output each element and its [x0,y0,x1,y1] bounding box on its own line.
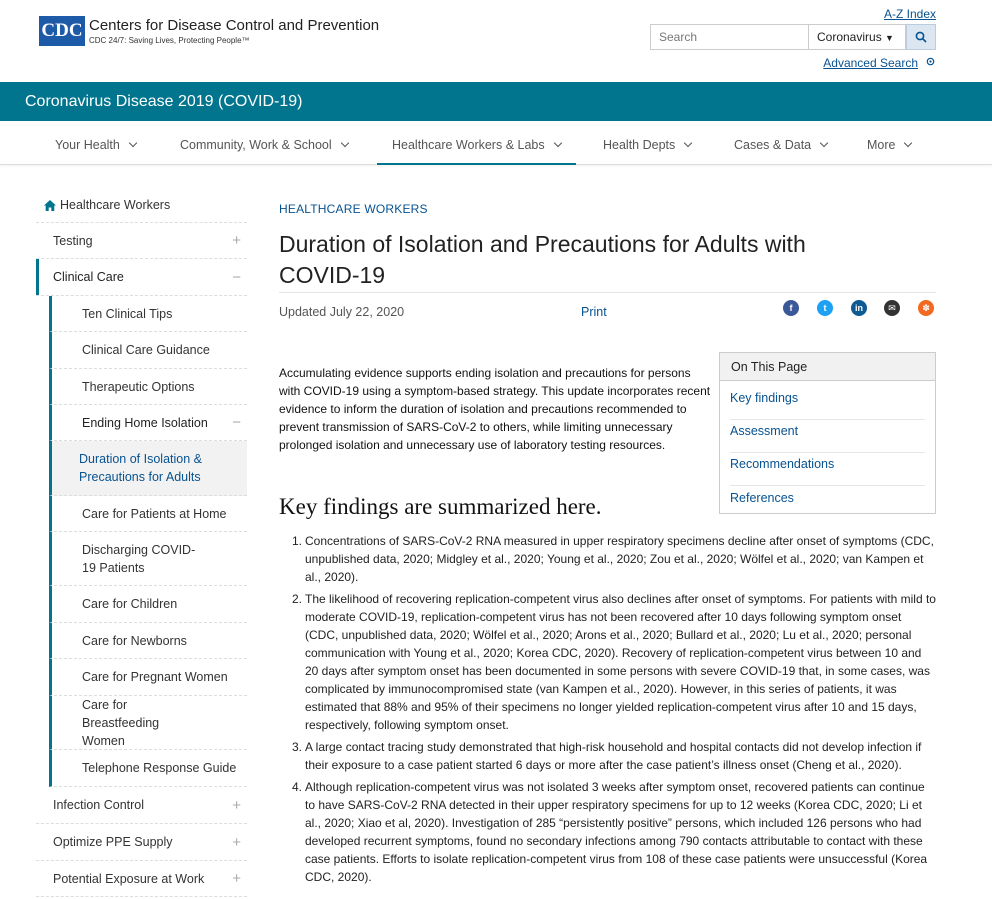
expand-icon[interactable]: + [232,232,241,249]
linkedin-icon[interactable]: in [851,300,867,316]
search-bar [650,24,936,50]
sidebar-item-label: Clinical Care Guidance [82,343,210,357]
otp-link-recommendations[interactable]: Recommendations [730,453,925,486]
nav-label: Community, Work & School [180,138,332,152]
expand-icon[interactable]: + [232,796,241,814]
otp-link-assessment[interactable]: Assessment [730,420,925,453]
site-header [0,0,992,82]
caret-down-icon: ▼ [885,33,894,43]
sidebar-item-label: Optimize PPE Supply [53,835,173,849]
sidebar-item-label: Care for Pregnant Women [82,670,228,684]
sidebar-item-label: Care for Patients at Home [82,506,227,521]
sidebar-item-discharging[interactable] [49,532,247,586]
sidebar-item-label: Care for Children [82,597,178,611]
divider [279,292,936,293]
finding-item [287,778,937,886]
nav-label: Healthcare Workers & Labs [392,138,545,152]
sidebar-item-clinical-care-guidance[interactable] [49,332,247,369]
sidebar-item-duration-of-isolation[interactable] [49,441,247,496]
cdc-logo[interactable]: CDC [39,16,85,46]
sidebar-item-care-patients-home[interactable] [49,496,247,532]
org-name[interactable]: Centers for Disease Control and Prevention [89,17,380,34]
sidebar-item-label: Testing [53,233,93,248]
gear-icon [925,56,936,67]
chevron-down-icon [904,139,912,147]
sidebar-item-label: Potential Exposure at Work [53,871,205,886]
sidebar-item-therapeutic-options[interactable] [49,369,247,405]
otp-link-references[interactable]: References [730,491,794,505]
syndicate-icon[interactable]: ✽ [918,300,934,316]
main-nav [0,121,992,165]
sidebar-item-optimize-ppe[interactable] [36,824,247,861]
on-this-page-heading: On This Page [720,353,935,381]
finding-number: 4. [292,780,303,794]
finding-text: The likelihood of recovering replication-competent virus also declines after onset of symptoms. For patients with mild to moderate COVID-19, replication-competent virus has not been recovered after 10 days following symptom onset (CDC, unpublished data, 2020; Wölfel et al., 2020; Arons et al., 2020; Bullard et al., 2020; Lu et al., 2020; personal communication with Young et al., 2020; Korea CDC, 2020). Recovery of replication-competent virus between 10 and 20 days after symptom onset has been documented in some persons with severe COVID-19 that, in some cases, was complicated by immunocompromised state (van Kampen et al., 2020). However, in this series of patients, it was estimated that 88% and 95% of their specimens no longer yielded replication-competent virus after 10 and 15 days, respectively, following symptom onset. [305,592,936,732]
sidebar-item-ten-clinical-tips[interactable] [49,296,247,332]
sidebar-item-care-children[interactable] [49,586,247,623]
search-input[interactable]: Search [650,24,808,50]
sidebar-item-label: Clinical Care [53,270,124,284]
sidebar-item-label: Duration of Isolation & Precautions for Adults [79,452,202,484]
nav-label: Health Depts [603,138,676,152]
otp-link-key-findings[interactable]: Key findings [730,387,925,420]
sidebar-item-label: Care for Breastfeeding Women [82,697,160,748]
email-icon[interactable]: ✉ [884,300,900,316]
chevron-down-icon [129,139,137,147]
az-index-link[interactable]: A-Z Index [883,7,936,21]
search-scope-label: Coronavirus [817,30,882,44]
finding-item [287,590,937,734]
findings-list [287,532,937,890]
finding-text: A large contact tracing study demonstrated that high-risk household and hospital contacts did not develop infection if their exposure to a case patient started 6 days or more after the case patient’s illness onset (Cheng et al., 2020). [305,740,922,772]
intro-paragraph: Accumulating evidence supports ending isolation and precautions for persons with COVID-19 using a symptom-based strategy. This update incorporates recent evidence to inform the duration of isolation and precautions recommended to prevent transmission of SARS-CoV-2 to others, while limiting unnecessary prolonged isolation and unnecessary use of laboratory testing resources. [279,366,711,452]
finding-number: 2. [292,592,303,606]
chevron-down-icon [684,139,692,147]
nav-label: Your Health [55,138,120,152]
finding-item [287,532,937,586]
nav-label: Cases & Data [734,138,812,152]
print-link[interactable]: Print [581,305,607,319]
section-banner[interactable]: Coronavirus Disease 2019 (COVID-19) [0,82,992,121]
nav-health-depts[interactable] [603,121,691,165]
search-icon [915,31,927,43]
updated-date: Updated July 22, 2020 [279,305,405,319]
finding-number: 1. [292,534,303,548]
key-findings-heading: Key findings are summarized here. [279,494,602,519]
facebook-icon[interactable]: f [783,300,799,316]
org-tagline: CDC 24/7: Saving Lives, Protecting People™ [89,36,250,45]
home-icon [44,200,56,211]
collapse-icon[interactable]: − [232,268,241,286]
chevron-down-icon [820,139,828,147]
sidebar-item-label: Ending Home Isolation [82,415,208,430]
sidebar-item-label: Therapeutic Options [82,379,195,394]
nav-your-health[interactable] [55,121,136,165]
sidebar-home[interactable] [44,198,170,212]
sidebar-item-label: Telephone Response Guide [82,761,237,775]
sidebar-item-care-breastfeeding[interactable] [49,696,247,750]
collapse-icon[interactable]: − [232,414,241,431]
finding-text: Concentrations of SARS-CoV-2 RNA measured in upper respiratory specimens decline after onset of symptoms (CDC, unpublished data, 2020; Midgley et al., 2020; Young et al., 2020; Zou et al., 2020; Wölfel et al., 2020; van Kampen et al., 2020). [305,534,934,584]
nav-more[interactable] [867,121,911,165]
search-scope-select[interactable] [808,24,906,50]
finding-number: 3. [292,740,303,754]
on-this-page-box [719,352,936,514]
sidebar-item-label: Infection Control [53,798,145,812]
sidebar-item-care-newborns[interactable] [49,623,247,659]
nav-label: More [867,138,896,152]
expand-icon[interactable]: + [232,833,241,851]
sidebar-item-clinical-care[interactable] [36,259,247,296]
advanced-search-label: Advanced Search [823,56,918,70]
sidebar-item-testing[interactable] [36,223,247,259]
sidebar-item-telephone-guide[interactable] [49,750,247,787]
nav-healthcare-workers[interactable] [377,121,576,165]
search-button[interactable] [906,24,936,50]
sidebar-home-label: Healthcare Workers [60,198,171,212]
finding-text: Although replication-competent virus was not isolated 3 weeks after symptom onset, recovered patients can continue to have SARS-CoV-2 RNA detected in their upper respiratory specimens for up to 12 weeks (Korea CDC, 2020; Li et al., 2020; Xiao et al, 2020). Investigation of 285 “persistently positive” persons, which included 126 persons who had developed recurrent symptoms, found no secondary infections among 790 contacts attributable to contact with these case patients. Efforts to isolate replication-competent virus from 108 of these case patients were unsuccessful (Korea CDC, 2020). [305,780,928,884]
sidebar-item-label: Ten Clinical Tips [82,306,173,321]
chevron-down-icon [553,139,561,147]
breadcrumb[interactable]: HEALTHCARE WORKERS [279,202,428,216]
nav-cases-data[interactable] [734,121,827,165]
twitter-icon[interactable]: t [817,300,833,316]
sidebar-item-label: Care for Newborns [82,633,187,648]
sidebar-item-care-pregnant[interactable] [49,659,247,696]
sidebar-item-ending-home-isolation[interactable] [49,405,247,441]
sidebar-item-label: Discharging COVID-19 Patients [82,542,196,575]
nav-community[interactable] [180,121,348,165]
advanced-search-link[interactable] [823,56,918,70]
sidebar-item-infection-control[interactable] [36,787,247,824]
expand-icon[interactable]: + [232,870,241,887]
chevron-down-icon [340,139,348,147]
sidebar-item-potential-exposure[interactable] [36,861,247,897]
finding-item [287,738,937,774]
page-title: Duration of Isolation and Precautions for Adults with COVID-19 [279,231,806,288]
